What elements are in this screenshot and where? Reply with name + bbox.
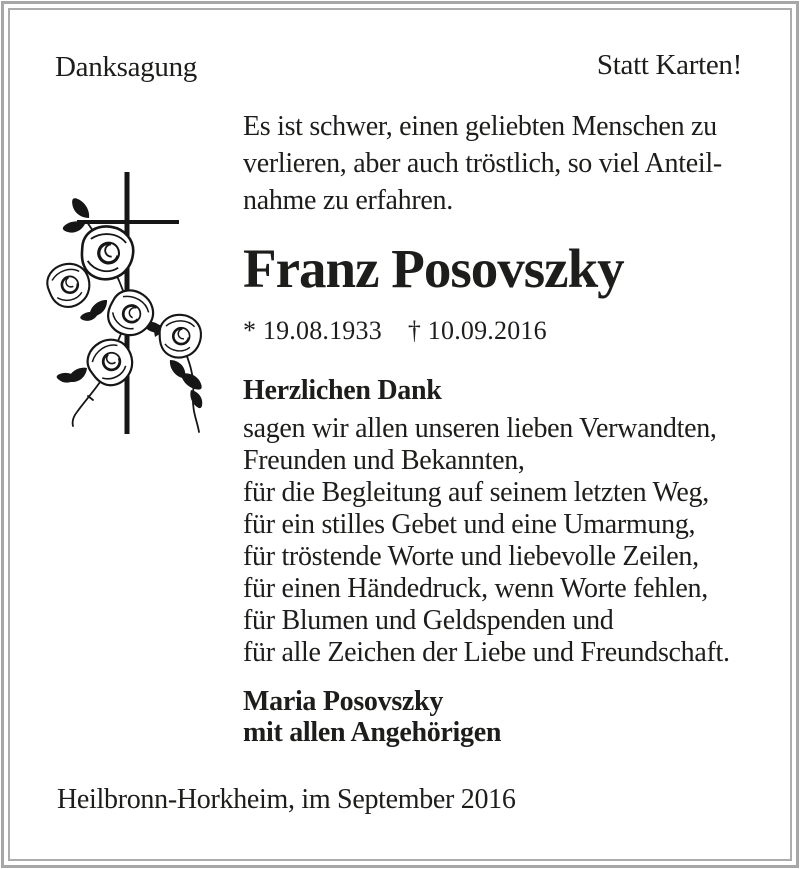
intro-paragraph	[243, 108, 768, 219]
life-dates	[243, 314, 768, 348]
deceased-name: Franz Posovszky	[243, 238, 624, 299]
thanks-line: für ein stilles Gebet und eine Umarmung,	[243, 509, 696, 540]
statt-karten-label: Statt Karten!	[596, 49, 742, 81]
intro-line: verlieren, aber auch tröstlich, so viel Anteil-	[243, 148, 722, 179]
obituary-text-column	[243, 108, 768, 748]
intro-line: nahme zu erfahren.	[243, 185, 453, 216]
thanks-line: für tröstende Worte und liebevolle Zeilen,	[243, 541, 699, 572]
thanks-line: sagen wir allen unseren lieben Verwandten,	[243, 413, 717, 444]
cross-with-roses-illustration	[43, 162, 218, 447]
thanks-line: für alle Zeichen der Liebe und Freundschaft.	[243, 637, 730, 668]
signature-relatives: mit allen Angehörigen	[243, 717, 502, 748]
thanks-line: für Blumen und Geldspenden und	[243, 605, 614, 636]
thanks-line: für die Begleitung auf seinem letzten Weg,	[243, 477, 709, 508]
closing-line: Heilbronn-Horkheim, im September 2016	[57, 784, 516, 815]
thanks-line: Freunden und Bekannten,	[243, 445, 525, 476]
thanks-line: für einen Händedruck, wenn Worte fehlen,	[243, 573, 708, 604]
thanks-paragraph	[243, 413, 768, 669]
intro-line: Es ist schwer, einen geliebten Menschen zu	[243, 111, 717, 142]
signature-block	[243, 686, 768, 748]
thanks-heading: Herzlichen Dank	[243, 375, 442, 406]
birth-date: * 19.08.1933	[243, 316, 382, 345]
death-date: † 10.09.2016	[407, 316, 547, 345]
signature-name: Maria Posovszky	[243, 686, 444, 717]
notice-type-label: Danksagung	[55, 51, 197, 83]
